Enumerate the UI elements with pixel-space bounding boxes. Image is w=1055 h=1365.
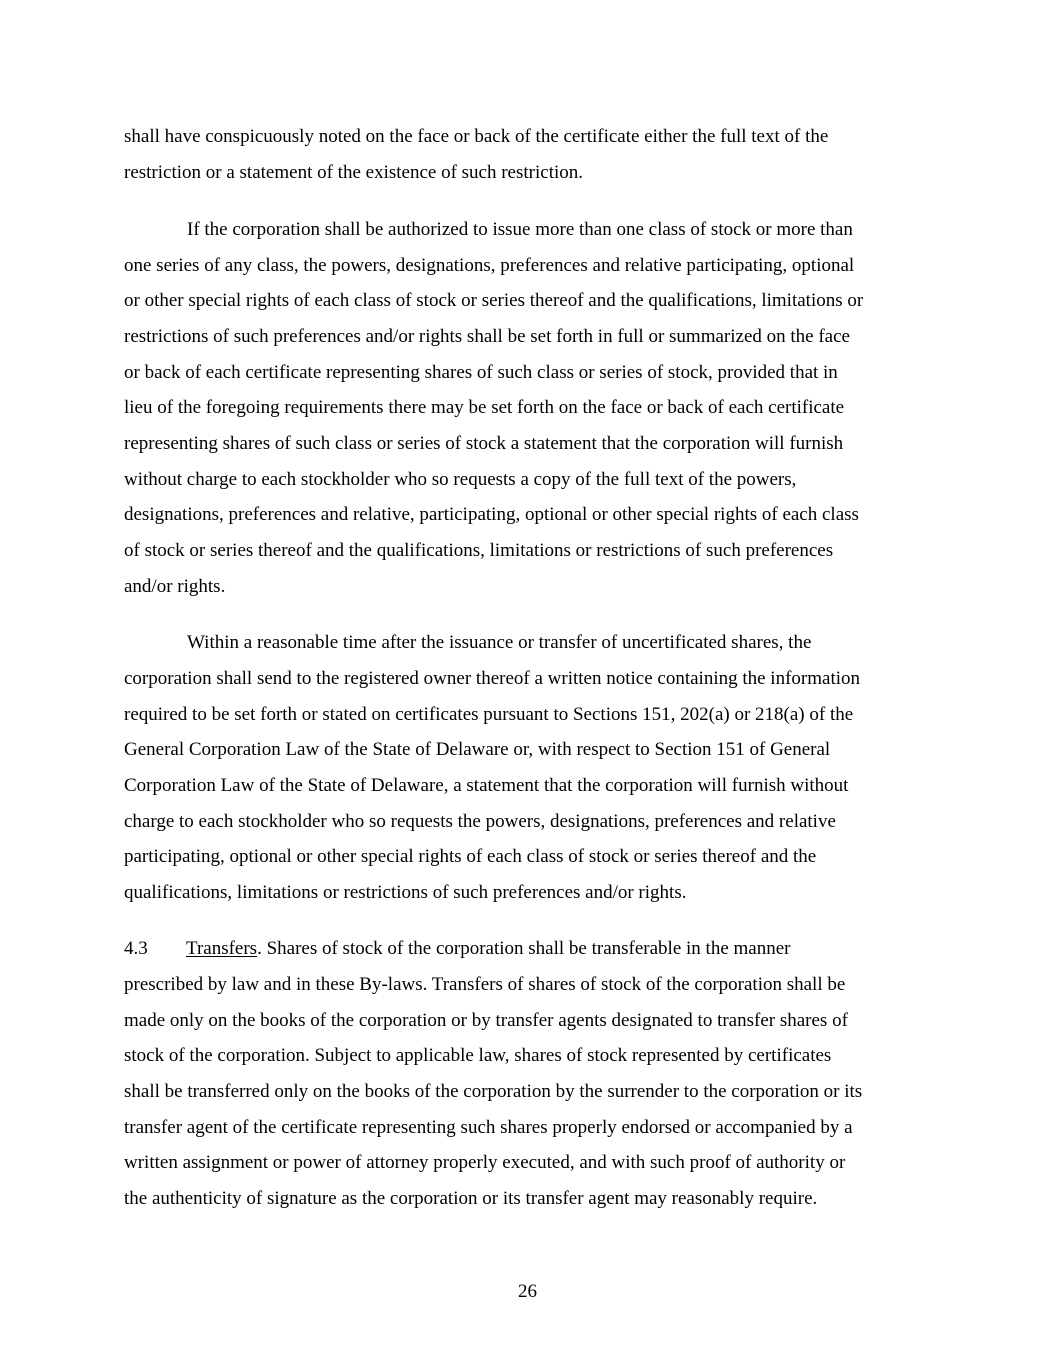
text-line: restrictions of such preferences and/or rights shall be set forth in full or summarized on the face: [124, 326, 850, 347]
section-heading: Transfers: [186, 938, 258, 959]
text-line: restriction or a statement of the existence of such restriction.: [124, 162, 584, 183]
text-line: prescribed by law and in these By-laws. Transfers of shares of stock of the corporation shall be: [124, 974, 846, 995]
text-line: shall be transferred only on the books of the corporation by the surrender to the corporation or its: [124, 1081, 863, 1102]
text-line: shall have conspicuously noted on the face or back of the certificate either the full text of the: [124, 126, 829, 147]
text-line: required to be set forth or stated on certificates pursuant to Sections 151, 202(a) or 218(a) of the: [124, 704, 854, 725]
text-line: without charge to each stockholder who so requests a copy of the full text of the powers,: [124, 469, 797, 490]
text-line: made only on the books of the corporation or by transfer agents designated to transfer shares of: [124, 1010, 848, 1031]
text-line: the authenticity of signature as the corporation or its transfer agent may reasonably require.: [124, 1188, 818, 1209]
section-number: 4.3: [124, 938, 148, 959]
text-line: transfer agent of the certificate representing such shares properly endorsed or accompanied by a: [124, 1117, 853, 1138]
text-line: qualifications, limitations or restrictions of such preferences and/or rights.: [124, 882, 687, 903]
text-line: or other special rights of each class of stock or series thereof and the qualifications, limitations or: [124, 290, 864, 311]
text-line: of stock or series thereof and the qualifications, limitations or restrictions of such preferences: [124, 540, 834, 561]
text-line: General Corporation Law of the State of Delaware or, with respect to Section 151 of General: [124, 739, 831, 760]
text-line: representing shares of such class or series of stock a statement that the corporation will furnish: [124, 433, 844, 454]
text-line: and/or rights.: [124, 576, 226, 597]
section-first-line: [124, 937, 790, 961]
text-line: corporation shall send to the registered owner thereof a written notice containing the information: [124, 668, 861, 689]
text-line: lieu of the foregoing requirements there may be set forth on the face or back of each certificate: [124, 397, 845, 418]
text-line: Within a reasonable time after the issuance or transfer of uncertificated shares, the: [187, 632, 812, 653]
text-line: charge to each stockholder who so requests the powers, designations, preferences and relative: [124, 811, 836, 832]
text-line: stock of the corporation. Subject to applicable law, shares of stock represented by certificates: [124, 1045, 832, 1066]
text-line: If the corporation shall be authorized to issue more than one class of stock or more than: [187, 219, 853, 240]
text-line: designations, preferences and relative, participating, optional or other special rights of each class: [124, 504, 859, 525]
text-line: one series of any class, the powers, designations, preferences and relative participating, optional: [124, 255, 855, 276]
text-line: written assignment or power of attorney properly executed, and with such proof of authority or: [124, 1152, 846, 1173]
text-line: or back of each certificate representing shares of such class or series of stock, provided that in: [124, 362, 838, 383]
section-text: . Shares of stock of the corporation shall be transferable in the manner: [257, 938, 791, 959]
page-number: 26: [518, 1281, 537, 1302]
text-line: participating, optional or other special rights of each class of stock or series thereof and the: [124, 846, 817, 867]
text-line: Corporation Law of the State of Delaware, a statement that the corporation will furnish without: [124, 775, 849, 796]
